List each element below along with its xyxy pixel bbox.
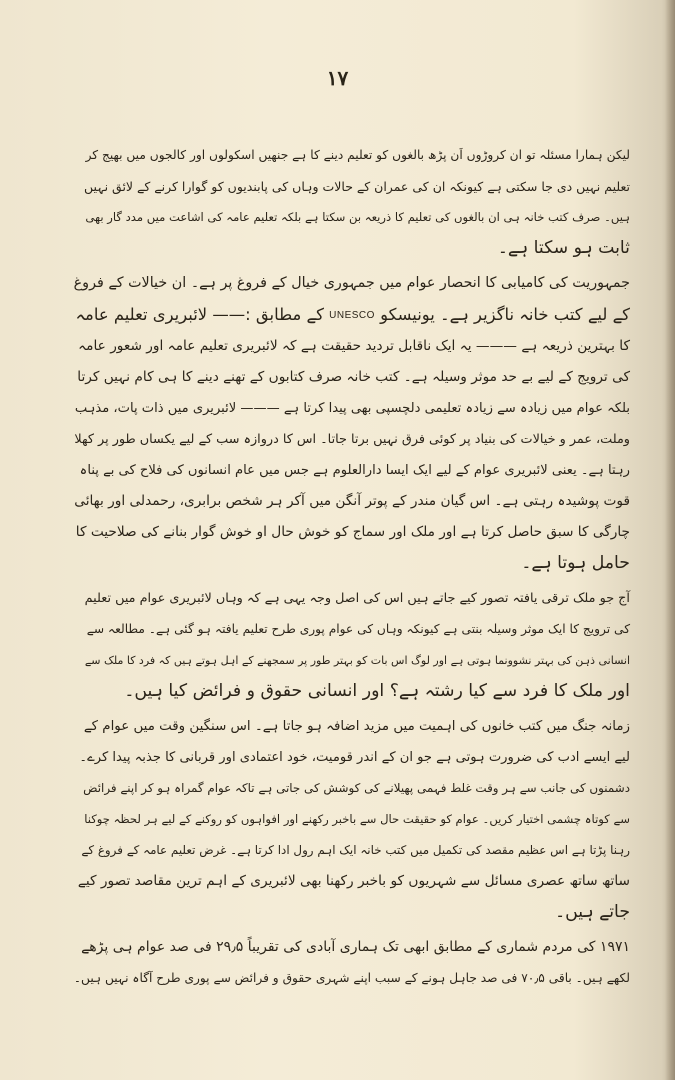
text-line: رہنا پڑتا ہے اس عظیم مقصد کی تکمیل میں کتب خانہ ایک اہم رول ادا کرتا ہے۔ غرض تعلیم عامہ کے فروغ کے <box>81 843 630 857</box>
text-line: آج جو ملک ترقی یافتہ تصور کیے جاتے ہیں اس کی اصل وجہ یہی ہے کہ وہاں لائبریری عوام میں تعلیم <box>84 591 630 606</box>
paragraph-2 <box>74 268 630 579</box>
text-line <box>74 299 630 331</box>
text-line: سے کوتاہ چشمی اختیار کریں۔ عوام کو حقیقت حال سے باخبر رکھنے اور افواہوں کو روکنے کے لیے ہر لحظہ چوکنا <box>84 812 630 826</box>
paragraph-3 <box>74 583 630 707</box>
text-line: لیکن ہمارا مسئلہ تو ان کروڑوں اَن پڑھ بالغوں کو تعلیم دینے کا ہے جنھیں اسکولوں اور کالجوں میں بھیج کر <box>85 148 630 162</box>
text-line: اور ملک کا فرد سے کیا رشتہ ہے؟ اور انسانی حقوق و فرائض کیا ہیں۔ <box>124 681 630 701</box>
text-segment: کا بہترین ذریعہ ہے <box>521 338 630 354</box>
text-line: تعلیم نہیں دی جا سکتی ہے کیونکہ ان کی عمران کے حالات وہاں کی پابندیوں کو گوارا کرنے کے لائق نہیں <box>83 179 630 194</box>
text-line: جاتے ہیں۔ <box>555 902 630 922</box>
text-line: ساتھ ساتھ عصری مسائل سے شہریوں کو باخبر رکھنا بھی لائبریری کے اہم ترین مقاصد تصور کیے <box>77 873 630 889</box>
text-line: ہیں۔ صرف کتب خانہ ہی ان بالغوں کی تعلیم کا ذریعہ بن سکتا ہے بلکہ تعلیم عامہ کی اشاعت میں مدد گار بھی <box>85 210 630 224</box>
text-line: قوت پوشیدہ رہتی ہے۔ اس گیان مندر کے پوتر آنگن میں آکر ہر شخص برابری، رحمدلی اور بھائی <box>74 493 630 509</box>
body-text <box>74 140 630 998</box>
text-line: چارگی کا سبق حاصل کرتا ہے اور ملک اور سماج کو خوش حال او خوش گوار بنانے کی صلاحیت کا <box>75 524 630 540</box>
paragraph-4 <box>74 711 630 928</box>
text-line: رہتا ہے۔ یعنی لائبریری عوام کے لیے ایک ایسا دارالعلوم ہے جس میں عام انسانوں کی فلاح کی بے پناہ <box>79 463 630 478</box>
text-segment: کے لیے کتب خانہ ناگزیر ہے۔ یونیسکو <box>380 305 630 324</box>
text-line: لکھے ہیں۔ باقی ۷۰٫۵ فی صد جاہل ہونے کے سبب اپنے شہری حقوق و فرائض سے پوری طرح آگاہ نہیں ہیں۔ <box>73 971 630 985</box>
text-line: ۱۹۷۱ کی مردم شماری کے مطابق ابھی تک ہماری آبادی کی تقریباً ۲۹٫۵ فی صد عوام ہی پڑھے <box>81 939 630 955</box>
page-edge-shadow <box>665 0 675 1080</box>
text-line: جمہوریت کی کامیابی کا انحصار عوام میں جمہوری خیال کے فروغ پر ہے۔ ان خیالات کے فروغ <box>73 275 630 291</box>
text-line: انسانی ذہن کی بہتر نشوونما ہوتی ہے اور لوگ اس بات کو بہتر طور پر سمجھنے کے اہل ہوتے ہیں کہ فرد کا ملک سے <box>84 654 630 667</box>
text-line: دشمنوں کی جانب سے ہر وقت غلط فہمی پھیلانے کی کوشش کی جاتی ہے تاکہ عوام گمراہ ہو کر اپنے فرائض <box>83 781 630 795</box>
text-line: وملت، عمر و خیالات کی بنیاد پر کوئی فرق نہیں برتا جاتا۔ اس کا دروازہ سب کے لیے یکساں طور پر کھلا <box>74 432 630 447</box>
text-line: حامل ہوتا ہے۔ <box>521 553 630 573</box>
unesco-tag: UNESCO <box>329 310 375 321</box>
text-line: کی ترویج کا ایک موثر وسیلہ بنتی ہے کیونکہ وہاں کی عوام پوری طرح تعلیم یافتہ ہو گئی ہے۔ مطالعہ سے <box>86 622 630 636</box>
text-line: کی ترویج کے لیے بے حد موثر وسیلہ ہے۔ کتب خانہ صرف کتابوں کے تھنے دینے کا ہی کام نہیں کرتا <box>77 369 630 385</box>
text-line: بلکہ عوام میں زیادہ سے زیادہ تعلیمی دلچسپی بھی پیدا کرتا ہے ——— لائبریری میں ذات پات، مذہب <box>74 401 630 416</box>
text-line: لیے ایسے ادب کی ضرورت ہوتی ہے جو ان کے اندر قومیت، خود اعتمادی اور قربانی کا جذبہ پیدا کرے۔ <box>79 750 630 765</box>
text-segment: ——— یہ ایک ناقابل تردید حقیقت ہے کہ لائبریری تعلیم عامہ اور شعور عامہ <box>78 338 517 354</box>
text-segment: کے مطابق :—— لائبریری تعلیم عامہ <box>75 305 324 324</box>
text-line: ثابت ہو سکتا ہے۔ <box>497 238 630 258</box>
page-number: ۱۷ <box>326 66 349 90</box>
text-line: زمانہ جنگ میں کتب خانوں کی اہمیت میں مزید اضافہ ہو جاتا ہے۔ اس سنگین وقت میں عوام کے <box>83 719 630 734</box>
paragraph-1 <box>74 140 630 264</box>
paragraph-5 <box>74 932 630 994</box>
text-line <box>74 331 630 362</box>
